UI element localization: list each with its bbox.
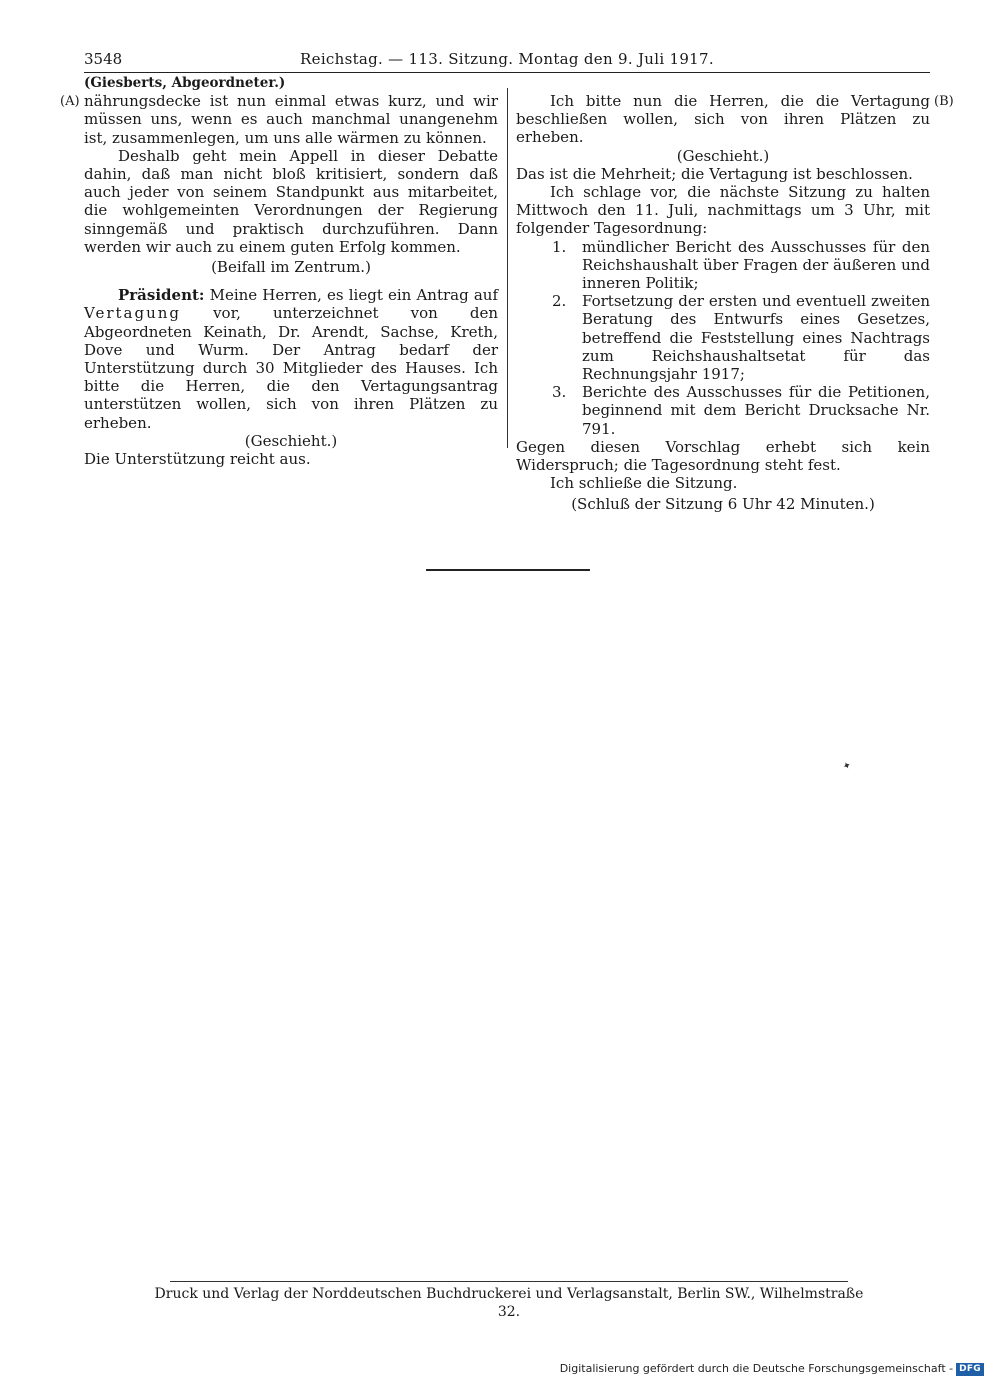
right-paragraph-4: Gegen diesen Vorschlag erhebt sich kein Widerspruch; die Tagesordnung steht fest. [516, 437, 930, 475]
digitization-credit [560, 1362, 984, 1376]
closing-note: (Schluß der Sitzung 6 Uhr 42 Minuten.) [571, 495, 875, 514]
header-rule [84, 72, 930, 73]
happens-note-right: (Geschieht.) [676, 146, 770, 165]
footer-rule [170, 1281, 848, 1282]
margin-mark-b: (B) [934, 94, 954, 109]
president-paragraph [84, 286, 498, 432]
imprint-line: Druck und Verlag der Norddeutschen Buchdruckerei und Verlagsanstalt, Berlin SW., Wilhelmstraße 32. [154, 1286, 864, 1320]
president-text-b: vor, unterzeichnet von den Abgeordneten Keinath, Dr. Arendt, Sachse, Kreth, Dove und Wurm. Der Antrag bedarf der Unterstützung durch 30 Mitglieder des Hauses. Ich bitte die Herren, die den Vertagungsantrag unterstützen wollen, sich von ihren Plätzen zu erheben. [84, 304, 498, 432]
agenda-text: mündlicher Bericht des Ausschusses für den Reichshaushalt über Fragen der äußeren und inneren Politik; [582, 237, 930, 293]
print-speck: ✦ [841, 759, 854, 774]
end-rule [426, 569, 590, 571]
page-title: Reichstag. — 113. Sitzung. Montag den 9. Juli 1917. [300, 50, 714, 68]
dfg-logo-icon: DFG [956, 1363, 984, 1376]
left-paragraph-1: nährungsdecke ist nun einmal etwas kurz, und wir müssen uns, wenn es auch manchmal unangenehm ist, zusammenlegen, um uns alle wärmen zu können. [84, 92, 498, 147]
agenda-text: Berichte des Ausschusses für die Petitionen, beginnend mit dem Bericht Drucksache Nr. 791. [582, 383, 930, 438]
agenda-number: 3. [552, 383, 567, 402]
agenda-item [516, 292, 930, 383]
column-divider [507, 88, 508, 448]
agenda-text: Fortsetzung der ersten und eventuell zweiten Beratung des Entwurfs eines Gesetzes, betreffend die Feststellung eines Nachtrags zum Reichshaushaltsetat für das Rechnungsjahr 1917; [582, 292, 930, 384]
margin-mark-a: (A) [60, 94, 80, 109]
right-paragraph-2: Das ist die Mehrheit; die Vertagung ist beschlossen. [516, 164, 913, 183]
speaker-note: (Giesberts, Abgeordneter.) [84, 75, 286, 91]
right-paragraph-3: Ich schlage vor, die nächste Sitzung zu halten Mittwoch den 11. Juli, nachmittags um 3 Uhr, mit folgender Tagesordnung: [516, 183, 930, 238]
agenda-item [516, 383, 930, 438]
agenda-number: 2. [552, 292, 567, 311]
left-column [84, 74, 498, 468]
right-paragraph-5: Ich schließe die Sitzung. [550, 474, 738, 493]
page-header [84, 48, 930, 72]
right-paragraph-1: Ich bitte nun die Herren, die die Vertagung beschließen wollen, sich von ihren Plätzen zu erheben. [516, 92, 930, 147]
happens-note-left: (Geschieht.) [244, 431, 338, 450]
applause-note: (Beifall im Zentrum.) [211, 258, 371, 277]
left-paragraph-2: Deshalb geht mein Appell in dieser Debatte dahin, daß man nicht bloß kritisiert, sondern daß auch jeder von seinem Standpunkt aus mitarbeitet, die wohlgemeinten Verordnungen der Regierung sinngemäß und praktisch durchzuführen. Dann werden wir auch zu einem guten Erfolg kommen. [84, 146, 498, 256]
vertagung-spaced: Vertagung [84, 304, 181, 323]
agenda-number: 1. [552, 237, 567, 256]
credit-text: Digitalisierung gefördert durch die Deutsche Forschungsgemeinschaft - [559, 1362, 954, 1375]
support-sentence: Die Unterstützung reicht aus. [84, 450, 311, 469]
right-column [516, 92, 930, 514]
agenda-item [516, 238, 930, 293]
page-number: 3548 [84, 50, 123, 68]
president-label: Präsident: [118, 286, 205, 305]
president-text-a: Meine Herren, es liegt ein Antrag auf [209, 286, 498, 305]
agenda-list [516, 238, 930, 438]
